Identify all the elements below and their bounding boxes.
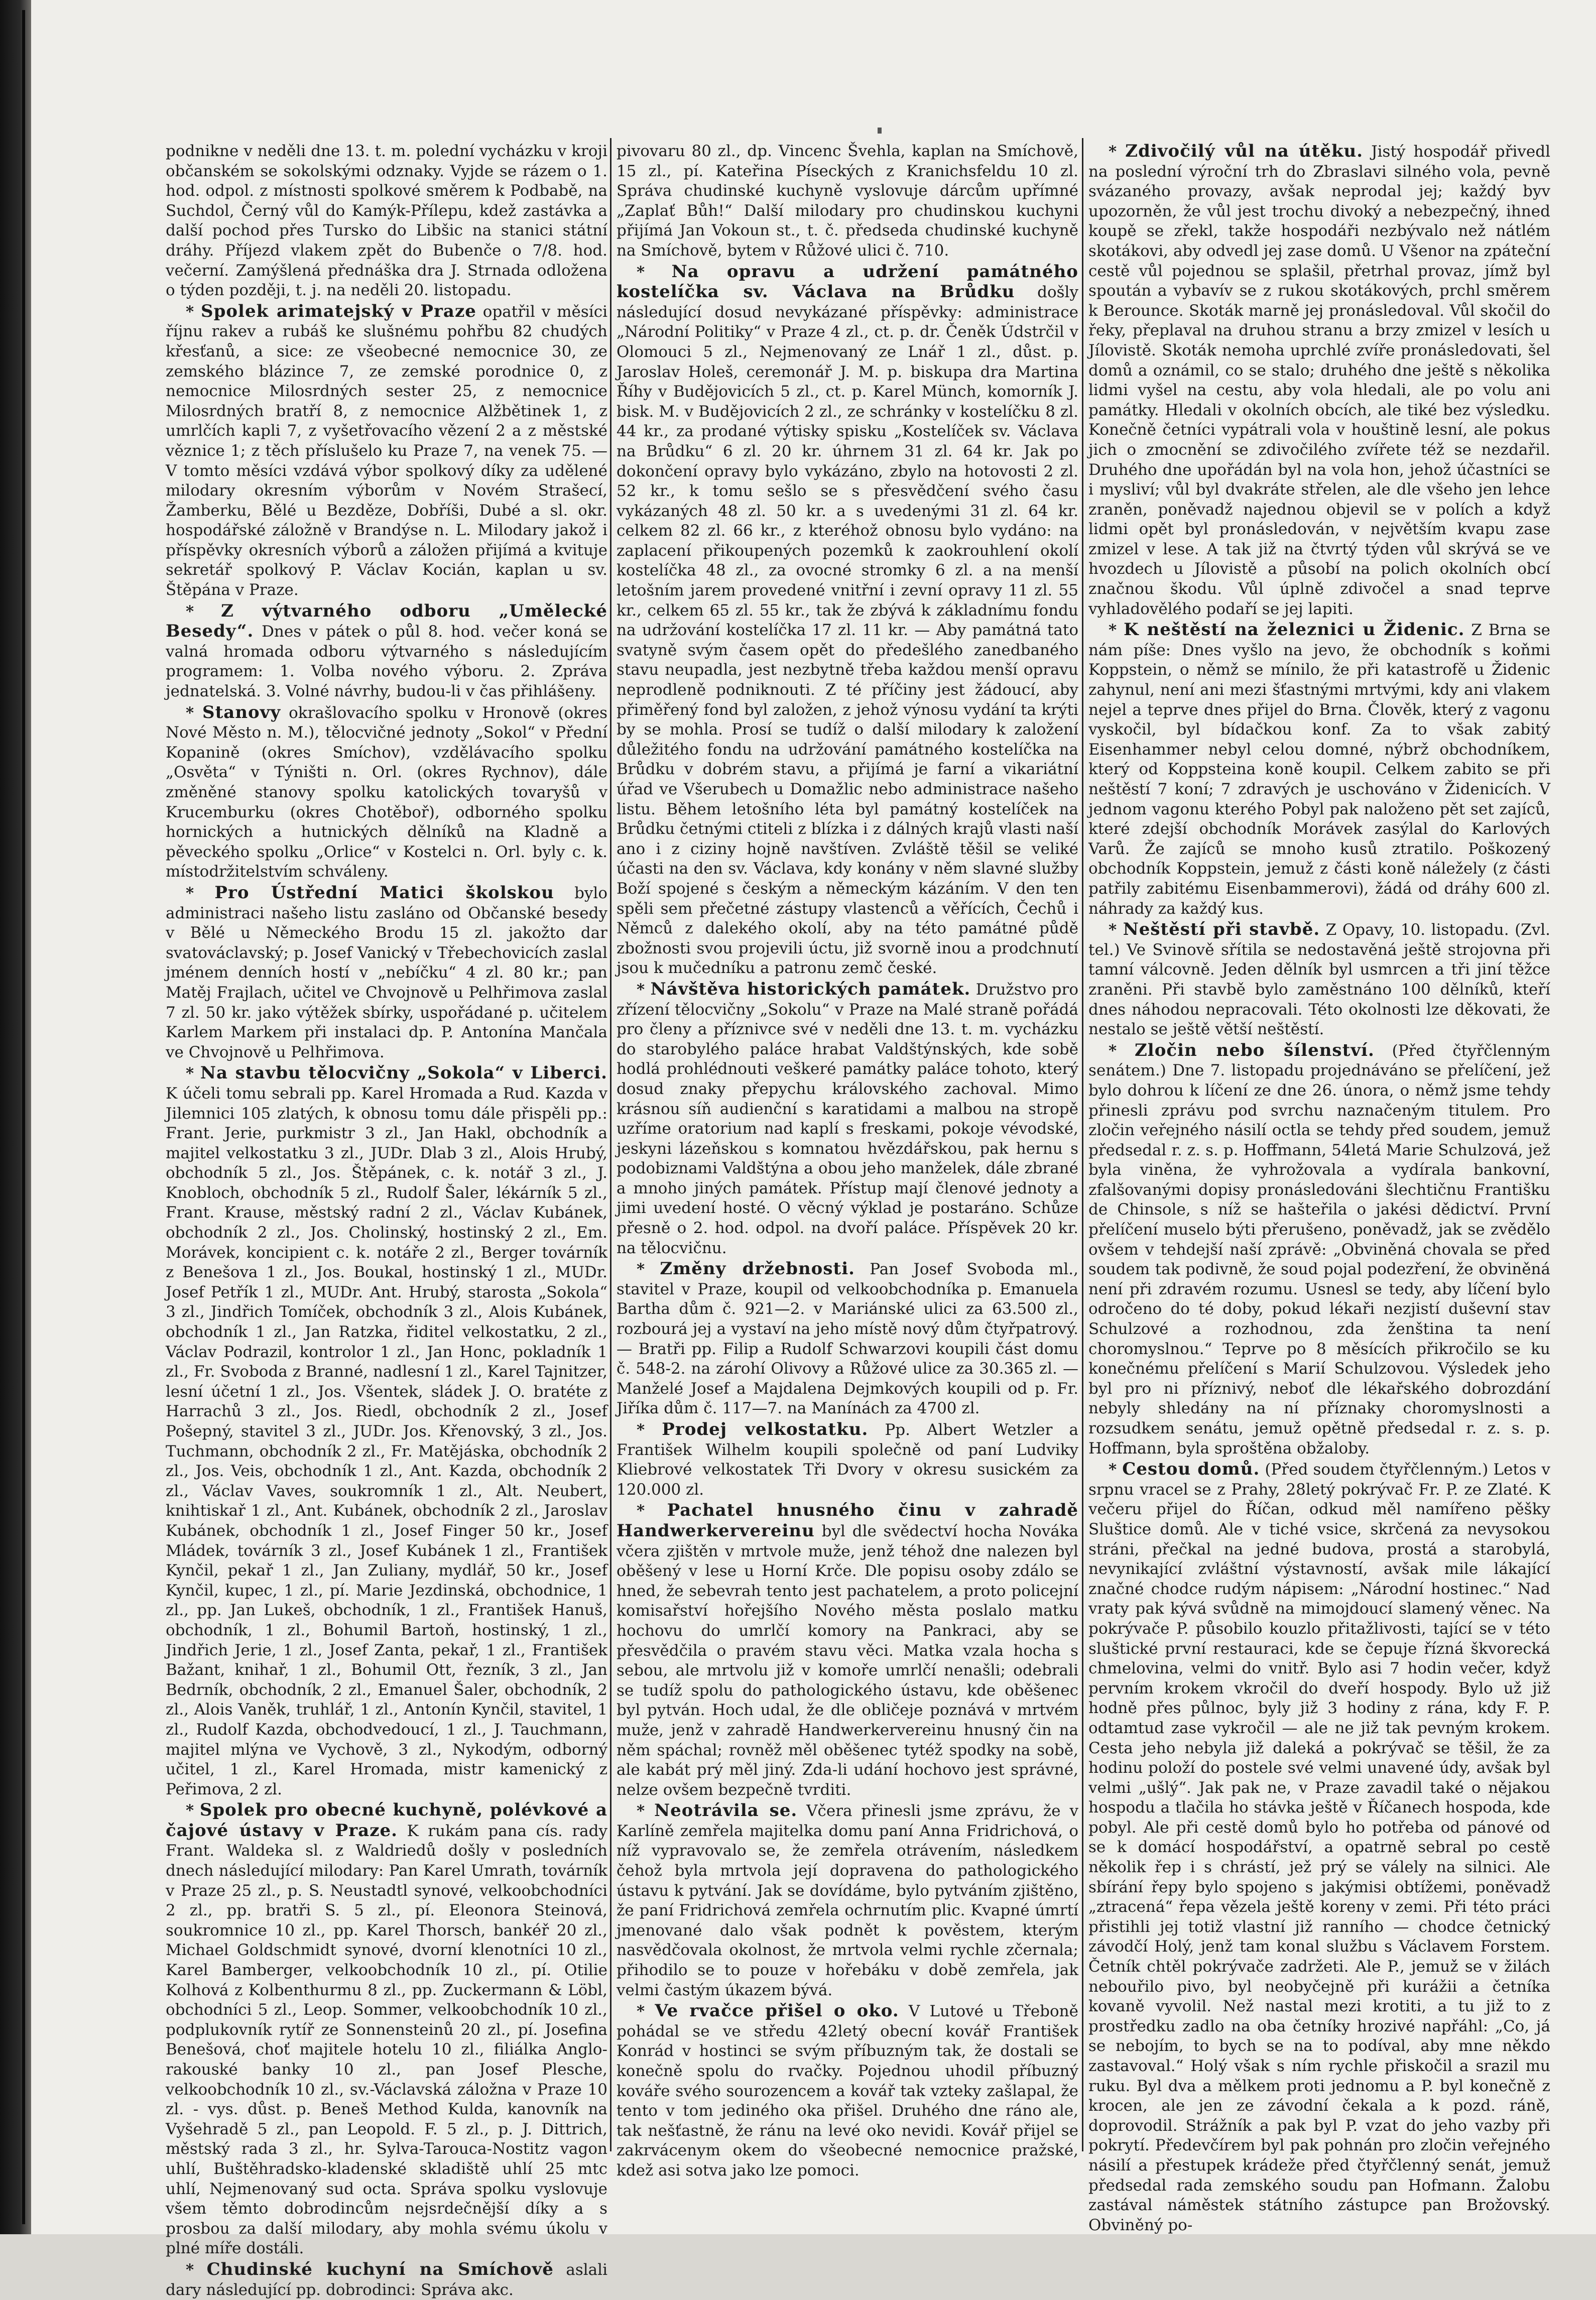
- article: [617, 2001, 1078, 2181]
- article-paragraph: [1088, 1041, 1550, 1459]
- article-text: došly následující dosud nevykázané příspěvky: administrace „Národní Politiky“ v Praze 4 zl., ct. p. dr. Čeněk Údstrčil v Olomouci 5 zl., Nejmenovaný ze Lnář 1 zl., důst. p. Jaroslav Holeš, ceremonář J. M. p. biskupa dra Martina Říhy v Budějovicích 5 zl., ct. p. Karel Münch, komorník J. bisk. M. v Budějovicích 2 zl., ze schránky v kostelíčku 8 zl. 44 kr., za prodané výtisky spisku „Kostelíček sv. Václava na Brůdku“ 6 zl. 20 kr. úhrnem 31 zl. 64 kr. Jak po dokončení opravy bylo vykázáno, zbylo na hotovosti 2 zl. 52 kr., k tomu sešlo se s přesvědčení svého času vykázaných 48 zl. 50 kr. a s uvedenými 31 zl. 64 kr. celkem 82 zl. 66 kr., z kteréhož obnosu bylo vydáno: na zaplacení přikoupených pozemků k zaokrouhlení okolí kostelíčka 48 zl., za ovocné stromky 6 zl. a na menší letošním jarem provedené vnitřní i zevní opravy 11 zl. 55 kr., celkem 65 zl. 55 kr., tak že zbývá k základnímu fondu na udržování kostelíčka 17 zl. 11 kr. — Aby památná tato svatyně svým časem opět do předešlého zanedbaného stavu neupadla, jest nezbytně třeba každou menší opravu neprodleně podniknouti. Z té příčiny jest žádoucí, aby přiměřený fond byl založen, z jehož výnosu vydání ta krýti by se mohla. Prosí se tudíž o další milodary k založení důležitého fondu na udržování památného kostelíčka na Brůdku v dobrém stavu, a přijímá je farní a vikariátní úřad ve Všerubech u Domažlic nebo administrace našeho listu. Během letošního léta byl památný kostelíček na Brůdku četnými ctiteli z blízka i z dálných krajů vlasti naší ano i z ciziny hojně navštíven. Zvláště těšil se veliké účasti na den sv. Václava, kdy konány v něm slavné služby Boží spojené s českým a německým kázáním. V den ten spěli sem přečetné zástupy vlastenců a věřících, Čechů i Němců z dalekého okolí, aby na této památné půdě zbožnosti svou projevili úctu, již svorně inou a prodchnutí jsou k mučedníku a patronu zemč české.: [617, 283, 1078, 978]
- column-rule: [610, 138, 611, 2151]
- article: [166, 703, 607, 882]
- article-headline: Neštěstí při stavbě.: [1123, 919, 1320, 940]
- article-text: V Lutové u Třeboně pohádal se ve středu 42letý obecní kovář František Konrád v hostinci se svým příbuzným tak, že dostali se konečně spolu do rvačky. Pojednou uhodil příbuzný kováře svého sourozencem a kovář tak vzteky zašlapal, že tento v tom jediného oka přišel. Druhého dne ráno ale, tak nešťastně, že ránu na levé oko nevidi. Kovář přijel se zakrvácenym okem do všeobecné nemocnice pražské, kdež asi sotva jako lze pomoci.: [617, 2002, 1078, 2180]
- article: [617, 142, 1078, 261]
- article-text: okrašlovacího spolku v Hronově (okres Nové Město n. M.), tělocvičné jednoty „Sokol“ v Přední Kopanině (okres Smíchov), vzdělávacího spolku „Osvěta“ v Týništi n. Orl. (okres Rychnov), dále změněné stanovy spolku katolických tovaryšů v Krucemburku (okres Chotěboř), odborného spolku hornických a hutnických dělníků na Kladně a pěveckého spolku „Orlice“ v Kostelci n. Orl. byly c. k. místodržitelstvím schváleny.: [166, 703, 607, 881]
- article-paragraph: [166, 601, 607, 702]
- article-paragraph: [166, 703, 607, 882]
- article-paragraph: [166, 2260, 607, 2300]
- article-headline: Na opravu a udržení památného kostelíčka sv. Václava na Brůdku: [617, 261, 1078, 302]
- article-text: K účeli tomu sebrali pp. Karel Hromada a Rud. Kazda v Jilemnici 105 zlatých, k obnosu tomu dále přispěli pp.: Frant. Jerie, purkmistr 3 zl., Jan Hakl, obchodník a majitel velkostatku 3 zl., JUDr. Dlab 3 zl., Alois Hrubý, obchodník 5 zl., Jos. Štěpánek, c. k. notář 3 zl., J. Knobloch, obchodník 5 zl., Rudolf Šaler, lékárník 5 zl., Frant. Krause, městský radní 2 zl., Václav Kubánek, obchodník 2 zl., Jos. Cholinský, hostinský 2 zl., Em. Morávek, koncipient c. k. notáře 2 zl., Berger továrník z Benešova 1 zl., Jos. Boukal, hostinský 1 zl., MUDr. Josef Petřík 1 zl., MUDr. Ant. Hrubý, starosta „Sokola“ 3 zl., Jindřich Tomíček, obchodník 3 zl., Alois Kubánek, obchodník 1 zl., Jan Ratzka, řiditel velkostatku, 2 zl., Václav Podrazil, kontrolor 1 zl., Jan Honc, pokladník 1 zl., Fr. Svoboda z Branné, nadlesní 1 zl., Karel Tajnitzer, lesní účetní 1 zl., Jos. Všentek, sládek J. O. bratéte z Harrachů 3 zl., Jos. Riedl, obchodník 2 zl., Josef Pošepný, stavitel 3 zl., JUDr. Jos. Křenovský, 3 zl., Jos. Tuchmann, obchodník 2 zl., Fr. Matějáska, obchodník 2 zl., Jos. Veis, obchodník 1 zl., Ant. Kazda, obchodník 2 zl., Václav Vaves, soukromník 1 zl., Alt. Neubert, knihtiskař 1 zl., Ant. Kubánek, obchodník 2 zl., Jaroslav Kubánek, obchodník 1 zl., Josef Finger 50 kr., Josef Mládek, továrník 3 zl., Josef Kubánek 1 zl., František Kynčil, pekař 1 zl., Jan Zuliany, mydlář, 50 kr., Josef Kynčil, kupec, 1 zl., pí. Marie Jezdinská, obchodnice, 1 zl., pp. Jan Lukeš, obchodník, 1 zl., František Hanuš, obchodník, 1 zl., Bohumil Bartoň, hostinský, 1 zl., Jindřich Jerie, 1 zl., Josef Zanta, pekař, 1 zl., František Bažant, knihař, 1 zl., Bohumil Ott, řezník, 3 zl., Jan Bedrník, obchodník, 2 zl., Emanuel Šaler, obchodník, 2 zl., Alois Vaněk, truhlář, 1 zl., Antonín Kynčil, stavitel, 1 zl., Rudolf Kazda, obchodvedoucí, 1 zl., J. Tauchmann, majitel mlýna ve Vychově, 3 zl., Nykodým, odborný učitel, 1 zl., Karel Hromada, mistr kamenický z Peřimova, 2 zl.: [166, 1084, 607, 1798]
- article-headline: Z výtvarného odboru „Umělecké Besedy“.: [166, 600, 607, 642]
- article-headline: Prodej velkostatku.: [662, 1419, 869, 1439]
- article: [166, 2260, 607, 2300]
- article-headline: Pro Ústřední Matici školskou: [214, 882, 554, 903]
- article-star-marker: *: [186, 602, 221, 621]
- article-text: Pp. Albert Wetzler a František Wilhelm koupili společně od paní Ludviky Kliebrové velkostatek Tři Dvory v okresu susickém za 120.000 zl.: [617, 1421, 1079, 1499]
- article-headline: Neotrávila se.: [654, 1800, 798, 1821]
- article-paragraph: [166, 1800, 607, 2259]
- article-text: byl dle svědectví hocha Nováka včera zjištěn v mrtvole muže, jenž téhož dne nalezen byl oběšený v lese u Horní Krče. Dle popisu osoby zdálo se hned, že sebevrah tento jest pachatelem, a proto policejní komisařství hořejšího Nového města poslalo matku hochovu do umrlčí komory na Pankraci, aby se přesvědčila o pravém stavu věci. Matka vzala hocha s sebou, ale mrtvolu již v komoře umrlčí nenašli; odebrali se tudíž spolu do pathologického ústavu, kde oběšenec byl pytván. Hoch udal, že dle obličeje poznává v mrtvém muže, jenž v zahradě Handwerkervereinu hnusný čin na něm spáchal; rovněž měl oběšenec tytéž spodky na sobě, ale kabát prý měl jiný. Zda-li udání hochovo jest správné, nelze ovšem bezpečně tvrditi.: [617, 1522, 1078, 1799]
- article-headline: Spolek pro obecné kuchyně, polévkové a čajové ústavy v Praze.: [166, 1800, 607, 1841]
- text-column-3: [1088, 141, 1551, 2234]
- article-headline: Návštěva historických památek.: [650, 979, 971, 999]
- article-star-marker: *: [1109, 1041, 1135, 1060]
- article: [617, 1501, 1078, 1800]
- article-star-marker: *: [186, 302, 201, 321]
- article: [617, 1420, 1078, 1500]
- article-paragraph: [617, 1420, 1078, 1500]
- article-star-marker: *: [1109, 621, 1124, 640]
- article-paragraph: [617, 980, 1078, 1258]
- article-star-marker: *: [186, 884, 215, 902]
- article-paragraph: [1088, 1460, 1550, 2235]
- article-text: (Před čtyřčlenným senátem.) Dne 7. listopadu projednáváno se přelíčení, jež bylo dohrou k líčení ze dne 26. února, o němž jsme tehdy přinesli zprávu pod svrchu naznačeným titulem. Pro zločin veřejného násilí octla se tehdy před soudem, jemuž předsedal r. z. s. p. Hoffmann, 54letá Marie Schulzová, jež byla viněna, že vyhrožovala a vydírala bankovní, zfalšovanými dopisy pronásledováni šlechtičnu Františku de Chinsole, s níž se hašteřila o jakési dědictví. První přelíčení muselo býti přerušeno, poněvadž, jak se zvědělo ovšem v tehdejší naší zprávě: „Obviněná chovala se před soudem tak podivně, že soud pojal podezření, že obviněná není při zdravém rozumu. Usnesl se tedy, aby líčení bylo odročeno do té doby, pokud lékaři nezjistí duševní stav Schulzové a rozhodnou, zda ženština ta není choromyslnou.“ Teprve po 8 měsících přikročilo se ku konečnému přelíčení s Marií Schulzovou. Výsledek jeho byl pro ni příznivý, neboť dle lékařského dobrozdání nebyly shledány na ní příznaky choromyslnosti a rozsudkem senátu, jemuž opětně předsedal r. z. s. p. Hoffmann, byla sproštěna obžaloby.: [1088, 1041, 1550, 1458]
- article-headline: Zdivočilý vůl na útěku.: [1125, 141, 1364, 161]
- article: [166, 883, 607, 1062]
- article-paragraph: [617, 1501, 1078, 1800]
- article-text: Družstvo pro zřízení tělocvičny „Sokolu“ v Praze na Malé straně pořádá pro členy a příznivce své v neděli dne 13. t. m. vycházku do starobylého paláce hrabat Valdštýnských, kde sobě hodlá prohlédnouti veškeré památky paláce tohoto, který dosud znaky přepychu královského zachoval. Mimo krásnou síň audienční s karatidami a malbou na stropě uzříme oratorium nad kaplí s freskami, pokoje vévodské, jeskyni lázeňskou s komnatou hvězdářskou, pak hernu s podobiznami Valdštýna a obou jeho manželek, dále zbrané a mnoho jiných památek. Přístup mají členové jednoty a jimi uvedení hosté. O věcný výklad je postaráno. Schůze přesně o 2. hod. odpol. na dvoří paláce. Příspěvek 20 kr. na tělocvičnu.: [617, 980, 1078, 1257]
- article-text: pivovaru 80 zl., dp. Vincenc Švehla, kaplan na Smíchově, 15 zl., pí. Kateřina Píseckých z Kranichsfeldu 10 zl. Správa chudinské kuchyně vyslovuje dárcům upřímné „Zaplať Bůh!“ Další milodary pro chudinskou kuchyni přijímá Jan Vokoun st., t. č. předseda chudinské kuchyně na Smíchově, bytem v Růžové ulici č. 710.: [617, 142, 1078, 260]
- article-star-marker: *: [186, 1064, 200, 1083]
- article: [166, 1063, 607, 1799]
- article-star-marker: *: [186, 1801, 200, 1820]
- text-column-1: [166, 142, 608, 2299]
- article: [617, 262, 1078, 979]
- article-paragraph: [166, 1063, 607, 1799]
- article: [166, 1800, 607, 2259]
- article-text: Z Opavy, 10. listopadu. (Zvl. tel.) Ve Svinově sřítila se nedostavěná ještě strojovna při tamní válcovně. Jeden dělník byl usmrcen a tři jiní těžce zraněni. Při stavbě bylo zaměstnáno 100 dělníků, kteří dnes náhodou nepracovali. Této okolnosti lze děkovati, že nestalo se ještě větší neštěstí.: [1088, 921, 1551, 1039]
- article-text: Včera přinesli jsme zprávu, že v Karlíně zemřela majitelka domu paní Anna Fridrichová, o níž vypravovalo se, že zemřela otrávením, následkem čehož byla mrtvola její dopravena do pathologického ústavu k pytvání. Jak se dovídáme, bylo pytváním zjištěno, že paní Fridrichová zemřela ochrnutím plic. Kvapné úmrtí jmenované dalo však podnět k pověstem, kterým nasvědčovala okolnost, že mrtvola velmi rychle zčernala; přihodilo se to pouze v hořebáku v době zemřela, jak velmi častým úkazem bývá.: [617, 1802, 1078, 1999]
- article-text: bylo administraci našeho listu zasláno od Občanské besedy v Bělé u Německého Brodu 15 zl. jakožto dar svatováclavský; p. Josef Vanický v Třebechovicích zaslal jménem denních hostí v „nebíčku“ 4 zl. 80 kr.; pan Matěj Frajlach, učitel ve Chvojnově u Pelhřimova zaslal 7 zl. 50 kr. jako výtěžek sbírky, uspořádané p. učitelem Karlem Markem při instalaci dp. P. Antonína Mančala ve Chvojnově u Pelhřimova.: [166, 884, 607, 1061]
- article-headline: Pachatel hnusného činu v zahradě Handwerkervereinu: [617, 1500, 1078, 1541]
- article-headline: Cestou domů.: [1122, 1459, 1260, 1480]
- binding-shadow: [22, 10, 25, 2224]
- article-star-marker: *: [637, 263, 672, 281]
- article-paragraph: [617, 142, 1078, 261]
- article-paragraph: [1088, 920, 1550, 1040]
- article-star-marker: *: [1109, 921, 1123, 939]
- article-star-marker: *: [186, 703, 203, 722]
- article-headline: Chudinské kuchyní na Smíchově: [206, 2259, 554, 2279]
- article-paragraph: [617, 2001, 1078, 2181]
- article-text: Pan Josef Svoboda ml., stavitel v Praze, koupil od velkoobchodníka p. Emanuela Bartha dům č. 921—2. v Mariánské ulici za 63.500 zl., rozbourá jej a vystaví na jeho místě nový dům čtyřpatrový. — Bratři pp. Filip a Rudolf Schwarzovi koupili část domu č. 548-2. na zárohí Olivovy a Růžové ulice za 30.365 zl. — Manželé Josef a Majdalena Dejmkových koupili od p. Fr. Jiříka dům č. 117—7. na Manínách za 4700 zl.: [617, 1260, 1079, 1418]
- article-star-marker: *: [1109, 143, 1126, 161]
- article-paragraph: [617, 262, 1078, 979]
- article: [1088, 920, 1550, 1040]
- article: [1088, 1460, 1550, 2235]
- article-paragraph: [617, 1801, 1078, 2000]
- article-paragraph: [166, 883, 607, 1062]
- article-text: podnikne v neděli dne 13. t. m. polední vycházku v kroji občanském se sokolskými odznaky. Vyjde se rázem o 1. hod. odpol. z místnosti spolkové směrem k Podbabě, na Suchdol, Černý vůl do Kamýk-Přílepu, kdež zastávka a další pochod přes Tursko do Libšic na stanici státní dráhy. Příjezd vlakem zpět do Bubenče o 7/8. hod. večerní. Zamýšlená přednáška dra J. Strnada odložena o týden později, t. j. na neděli 20. listopadu.: [166, 142, 607, 300]
- article-star-marker: *: [637, 1260, 660, 1279]
- article-headline: Změny držebnosti.: [660, 1259, 855, 1279]
- article-headline: Spolek arimatejský v Praze: [201, 301, 476, 321]
- text-column-2: [617, 142, 1079, 2180]
- article-star-marker: *: [637, 1502, 667, 1520]
- page-mark: [878, 128, 882, 134]
- article-star-marker: *: [637, 1421, 662, 1439]
- article-headline: K neštěstí na železnici u Židenic.: [1124, 620, 1465, 640]
- article-text: K rukám pana cís. rady Frant. Waldeka sl. z Waldriedů došly v posledních dnech následující milodary: Pan Karel Umrath, továrník v Praze 25 zl., p. S. Neustadtl synové, velkoobchodníci 2 zl., pp. bratři S. 5 zl., pí. Eleonora Steinová, soukromnice 10 zl., pp. Karel Thorsch, bankéř 20 zl., Michael Goldschmidt synové, dvorní klenotníci 10 zl., Karel Bamberger, velkoobchodník 10 zl., pí. Otilie Kolhová z Kolbenthurmu 8 zl., pp. Zuckermann & Löbl, obchodníci 5 zl., Leop. Sommer, velkoobchodník 10 zl., podplukovník rytíř ze Sonnensteinů 20 zl., pí. Josefina Benešová, choť majitele hotelu 10 zl., filiálka Anglo-rakouské banky 10 zl., pan Josef Plesche, velkoobchodník 10 zl., sv.-Václavská záložna v Praze 10 zl. - vys. důst. p. Beneš Method Kulda, kanovník na Vyšehradě 5 zl., pan Leopold. F. 5 zl., p. J. Dittrich, městský rada 3 zl., hr. Sylva-Tarouca-Nostitz vagon uhlí, Buštěhradsko-kladenské skladiště uhlí 25 mtc uhlí, Nejmenovaný sud octa. Správa spolku vyslovuje všem těmto dobrodincům nejsrdečnější díky a s prosbou za další milodary, aby mohla svému úkolu v plné míře dostáli.: [166, 1822, 607, 2258]
- article: [617, 980, 1078, 1258]
- article: [166, 142, 607, 301]
- article-text: Z Brna se nám píše: Dnes vyšlo na jevo, že obchodník s koňmi Koppstein, o němž se mínilo, že při katastrofě u Židenic zahynul, není ani mezi šťastnými mrtvými, kdy ani vlakem nejel a teprve dnes přijel do Brna. Člověk, který z vagonu vyskočil, byl bídačkou konf. Za to však zabitý Eisenhammer nebyl celou domné, nýbrž obchodníkem, který od Koppsteina koně koupil. Celkem zabito se při neštěstí 7 koní; 7 zdravých je uschováno v Židenicích. V jednom vagonu kterého Pobyl pak naloženo pět set zajíců, které zdejší obchodník Morávek zasýlal do Karlových Varů. Že zajíců se mnoho kusů ztratilo. Poškozený obchodník Koppstein, jemuž z části koně náležely (z části patřily zabitému Eisenbammerovi), žádá od dráhy 600 zl. náhrady za každý kus.: [1088, 621, 1550, 918]
- binding-edge: [0, 0, 31, 2234]
- article-headline: Stanovy: [202, 702, 281, 722]
- article-text: Dnes v pátek o půl 8. hod. večer koná se valná hromada odboru výtvarného s následujícím programem: 1. Volba nového výboru. 2. Zpráva jednatelská. 3. Volné návrhy, budou-li v čas přihlášeny.: [166, 623, 608, 701]
- article-headline: Ve rvačce přišel o oko.: [655, 2001, 899, 2021]
- article: [617, 1259, 1078, 1419]
- article-star-marker: *: [637, 1802, 655, 1821]
- article-paragraph: [1088, 142, 1550, 619]
- article-headline: Na stavbu tělocvičny „Sokola“ v Liberci.: [200, 1063, 607, 1083]
- article-paragraph: [1088, 620, 1550, 919]
- article-paragraph: [166, 302, 607, 600]
- article-text: aslali dary následující pp. dobrodinci: Správa akc.: [166, 2260, 607, 2299]
- article-star-marker: *: [186, 2260, 207, 2279]
- column-rule: [1082, 138, 1083, 2151]
- article: [166, 601, 607, 702]
- article-text: opatřil v měsíci říjnu rakev a rubáš ke slušnému pohřbu 82 chudých křesťanů, a sice: ze všeobecné nemocnice 30, ze zemského blázince 7, ze zemské porodnice 0, z nemocnice Milosrdných sester 25, z nemocnice Milosrdných bratří 8, z nemocnice Alžbětinek 1, z umrlčích kapli 7, z vyšetřovacího vězení 2 a z městské věznice 1; z těch příslušelo ku Praze 7, na venek 75. — V tomto měsíci vzdává výbor spolkový díky za udělené milodary okresním výborům v Novém Strašecí, Žamberku, Bělé u Bezděze, Dobříši, Dubé a sl. okr. hospodářské záložně v Brandýse n. L. Milodary jakož i příspěvky okresních výborů a záložen přijímá a kvituje sekretář spolkový P. Václav Kocián, kaplan u sv. Štěpána v Praze.: [166, 302, 607, 599]
- article-star-marker: *: [637, 2002, 655, 2021]
- article: [1088, 620, 1550, 919]
- article-paragraph: [166, 142, 607, 301]
- article: [1088, 142, 1550, 619]
- article: [1088, 1041, 1550, 1459]
- article-text: Jistý hospodář přivedl na poslední výroční trh do Zbraslavi silného vola, pevně svázaného provazy, avšak neprodal jej; každý byv upozorněn, že vůl jest trochu divoký a nebezpečný, ihned koupě se zřekl, takže hospodáři nezbývalo než nátlém skotákovi, aby odvedl jej zase domů. U Všenor na zpáteční cestě vůl pojednou se splašil, přetrhal provaz, jímž byl spoután a vybavív se z rukou skotákových, prchl směrem k Berounce. Skoták marně jej pronásledoval. Vůl skočil do řeky, přeplaval na druhou stranu a brzy zmizel v lesích u Jílovistě. Skoták nemoha uprchlé zvíře pronásledovati, šel domů a oznámil, co se stalo; druhého dne ještě s několika lidmi vyšel na cestu, aby vola hledali, ale po volu ani památky. Hledali v okolních obcích, ale tiké bez výsledku. Konečně četníci vypátrali vola v houštině lesní, ale pokus jich o zmocnění se zdivočilého zvířete též se nezdařil. Druhého dne upořádán byl na vola hon, jehož účastníci se i mysliví; vůl byl dvakráte střelen, ale dle všeho jen lehce zraněn, poněvadž najednou objevil se v polích a když lidmi opět byl pronásledován, v největším kvapu zase zmizel v lese. A tak již na čtvrtý týden vůl skrývá se ve hvozdech u Jílovistě a působí na polich okolních obcí značnou škodu. Vůl úplně zdivočel a snad teprve vyhladovělého podaří se jej lapiti.: [1088, 143, 1550, 618]
- article-text: (Před soudem čtyřčlenným.) Letos v srpnu vracel se z Prahy, 28letý pokrývač Fr. P. ze Zlaté. K večeru přijel do Říčan, odkud měl namířeno pěšky Sluštice domů. Ale v tiché vsice, skrčená za nevysokou stráni, přečkal na jedné budova, prostá a starobylá, nevynikající zvláštní výstavností, avšak mile lákající značné chodce rudým nápisem: „Národní hostinec.“ Nad vraty pak kývá svůdně na mimojdoucí slamený věnec. Na pokrývače P. působilo kouzlo přitažlivosti, tající se v této sluštické první restauraci, kde se čepuje řízná škvorecká chmelovina, velmi do vnitř. Bylo asi 7 hodin večer, když pervním krokem vkročil do dveří hospody. Bylo už již hodně přes půlnoc, byly již 3 hodiny z rána, kdy F. P. odtamtud zase vykročil — ale ne již tak pevným krokem. Cesta jeho nebyla již daleká a pokrývač se těšil, že za hodinu položí do postele své velmi unavené údy, avšak byl velmi „ušlý“. Jak pak ne, v Praze zavadil také o nějakou hospodu a tlačila ho stávka ještě v Říčanech hospoda, kde pobyl. Ale při cestě domů bylo ho potřeba od pánové od se k domácí hospodářství, a opatrně sebral po cestě několik řep i s chrástí, jež prý se válely na silnici. Ale sbírání řepy bylo spojeno s jakýmisi obtížemi, poněvadž „ztracená“ řepa vězela ještě koreny v zemi. Při této práci přistihli jej totiž vlastní již ranního — chodce četnický závodčí Holý, jenž tam konal službu s Václavem Forstem. Četník chtěl pokrývače zadržeti. Ale P., jemuž se v žilách nebouřilo pivo, byl neobyčejně při kurážii a četníka kovaně vyvolil. Než nastal mezi krotiti, a tu již to z prostředku zadlo na oba četníky hrozivé napřáhl: „Co, já se nebojím, to bych se na to podíval, aby mne někdo zastavoval.“ Holý však s ním rychle přiskočil a srazil mu ruku. Byl dva a mělkem proti jednomu a P. byl konečně z krocen, ale jen ze závodní čekala a k pozd. ráně, doprovodil. Strážník a pak byl P. vzat do jeho vazby při pokrytí. Předevčírem byl pak pohnán pro zločin veřejného násilí a přestupek krádeže před čtyřčlenný senát, jemuž předsedal rada zemského soudu pan Hofmann. Žalobu zastával náměstek státního zástupce pan Brožovský. Obviněný po-: [1088, 1461, 1550, 2234]
- article: [166, 302, 607, 600]
- article-paragraph: [617, 1259, 1078, 1419]
- article: [617, 1801, 1078, 2000]
- article-star-marker: *: [637, 980, 651, 999]
- article-headline: Zločin nebo šílenství.: [1134, 1040, 1375, 1060]
- article-star-marker: *: [1109, 1461, 1123, 1479]
